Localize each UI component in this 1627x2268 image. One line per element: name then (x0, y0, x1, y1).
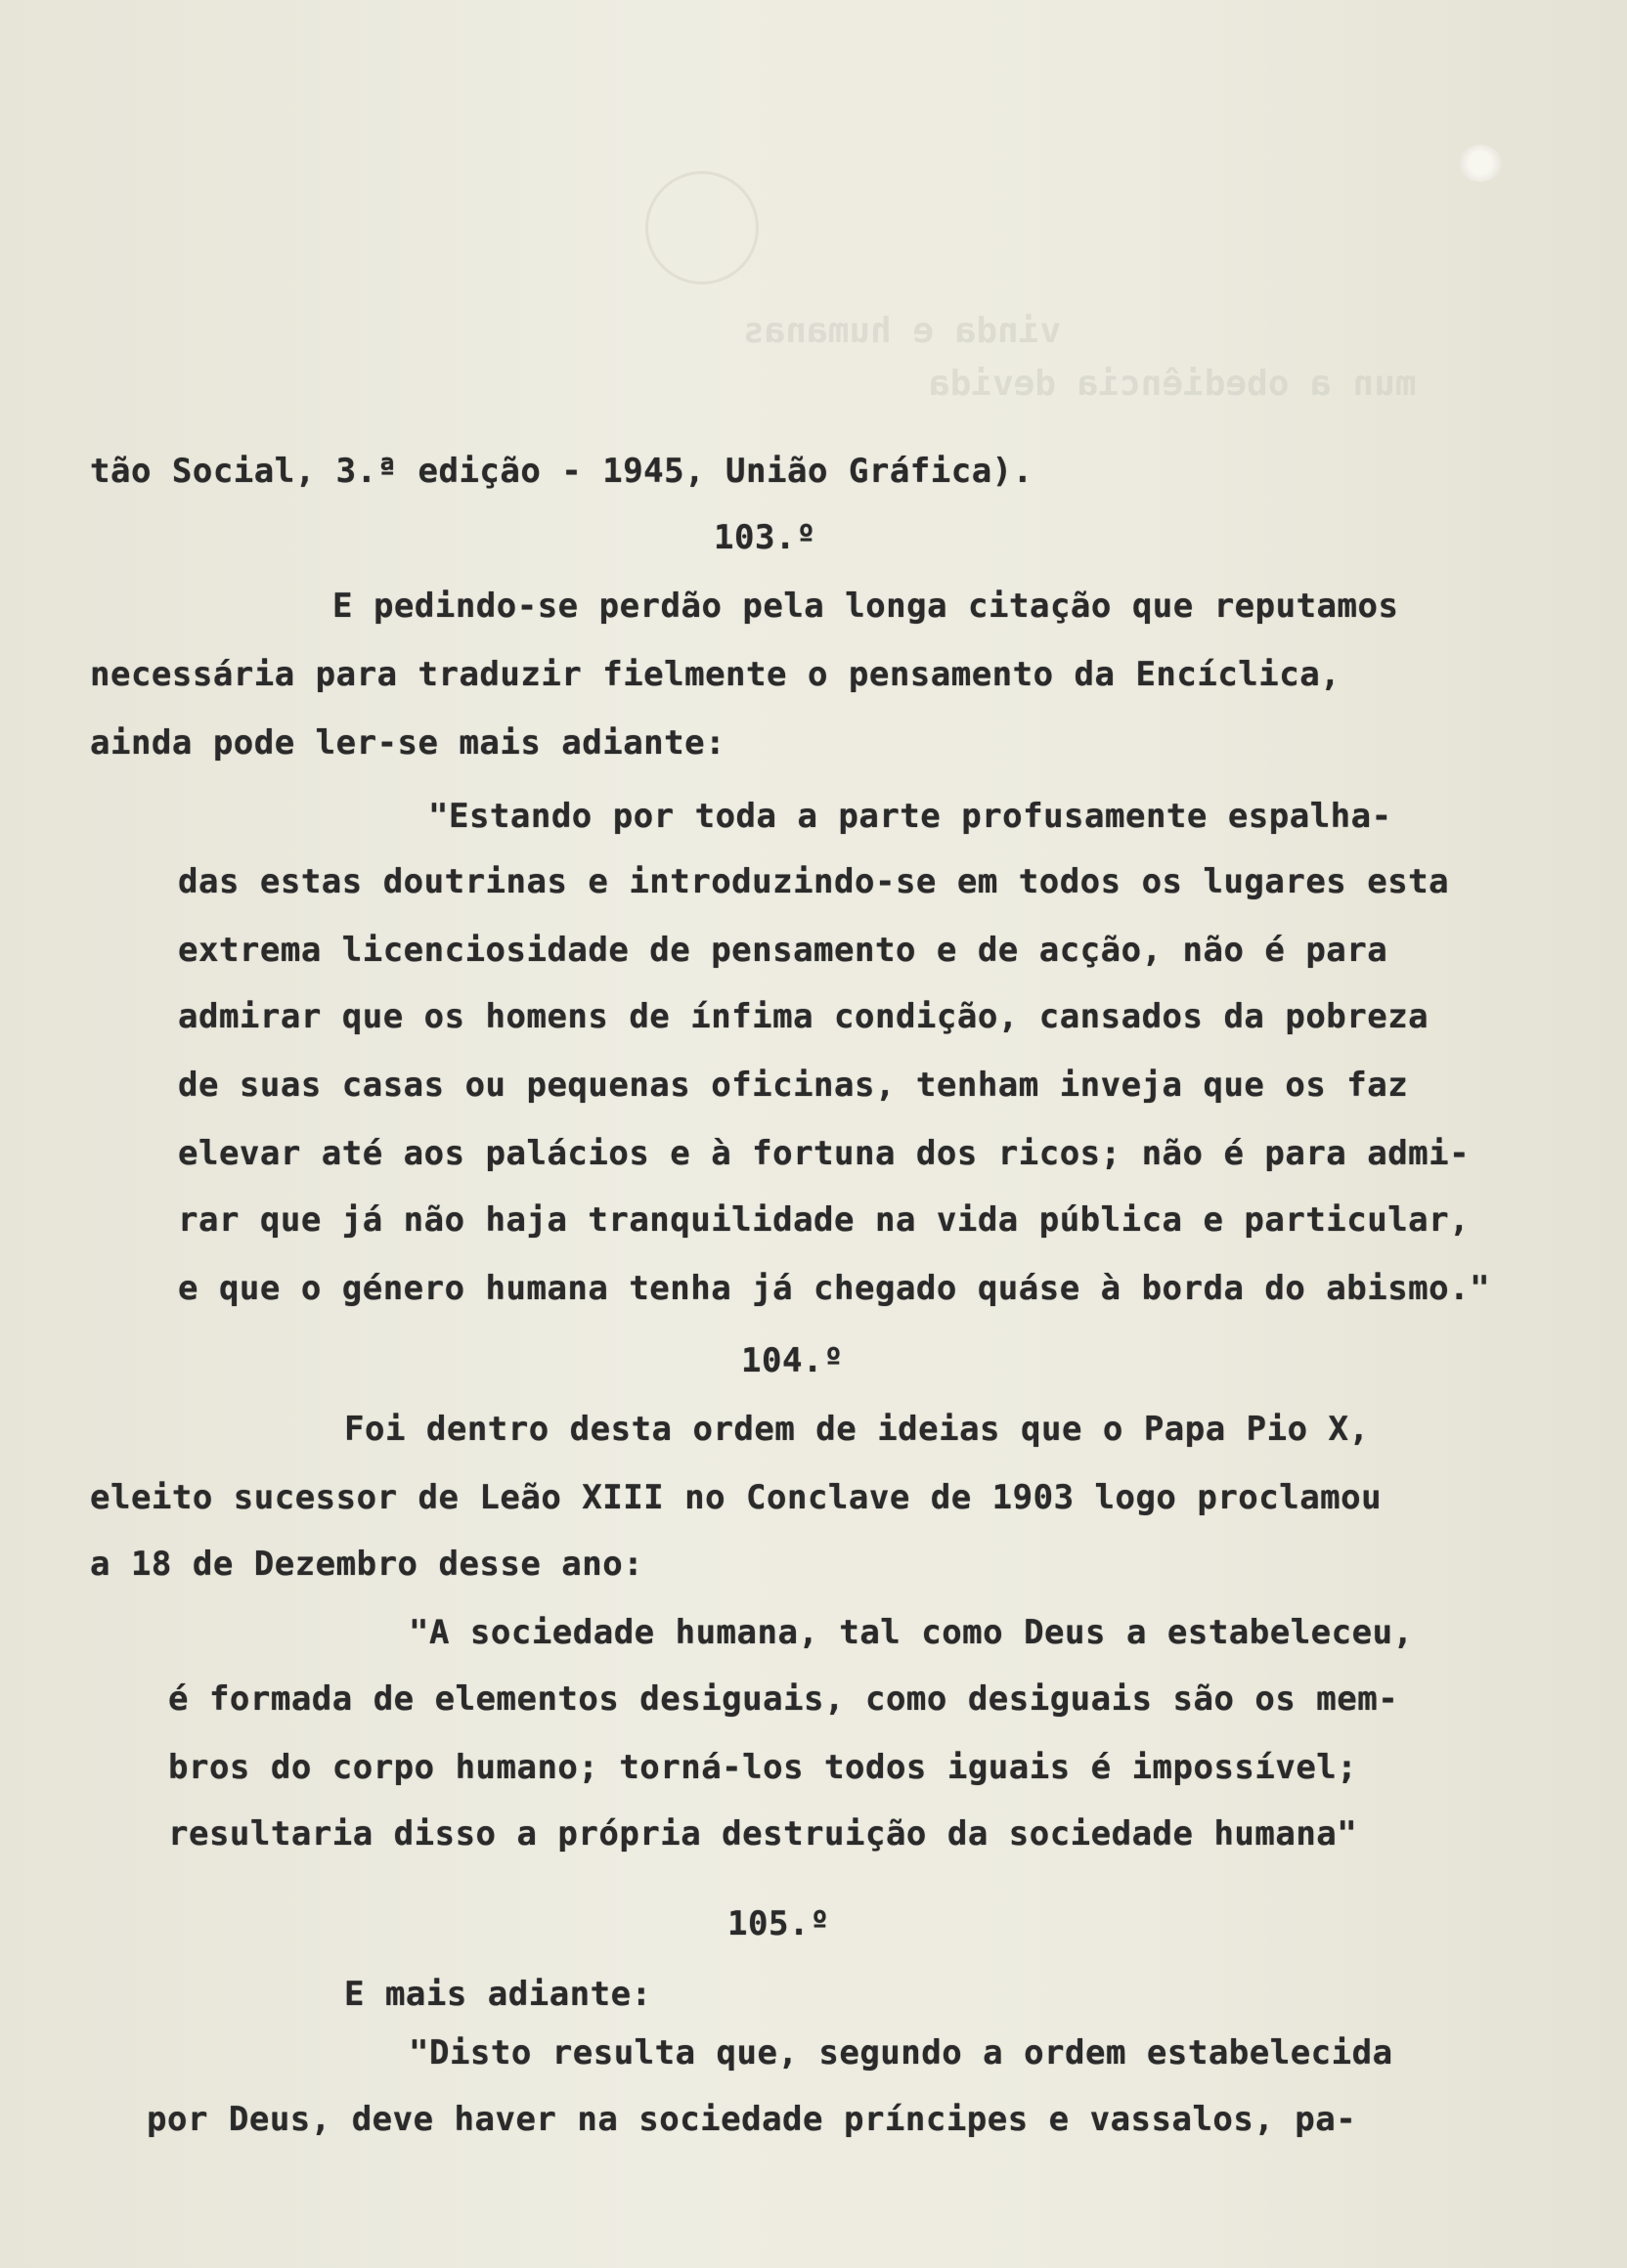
faint-stamp (645, 171, 759, 284)
quote-line: "Disto resulta que, segundo a ordem estabelecida (409, 2033, 1393, 2072)
quote-line: de suas casas ou pequenas oficinas, tenham inveja que os faz (178, 1066, 1409, 1105)
quote-line: é formada de elementos desiguais, como desiguais são os mem- (168, 1679, 1399, 1719)
quote-line: por Deus, deve haver na sociedade príncipes e vassalos, pa- (147, 2100, 1357, 2139)
quote-line: das estas doutrinas e introduzindo-se em todos os lugares esta (178, 862, 1450, 901)
quote-line: "Estando por toda a parte profusamente espalha- (428, 797, 1392, 836)
quote-line: extrema licenciosidade de pensamento e de acção, não é para (178, 931, 1388, 970)
punch-hole (1459, 145, 1502, 182)
paragraph-number: 104.º (741, 1341, 844, 1380)
quote-line: "A sociedade humana, tal como Deus a estabeleceu, (409, 1613, 1414, 1652)
quote-line: resultaria disso a própria destruição da sociedade humana" (168, 1814, 1358, 1854)
text-line: E pedindo-se perdão pela longa citação que reputamos (332, 587, 1399, 626)
show-through-text: vinda e humanas (743, 311, 1062, 351)
show-through-text: mun a obediência devida (929, 364, 1417, 404)
quote-line: rar que já não haja tranquilidade na vida pública e particular, (178, 1200, 1471, 1240)
quote-line: elevar até aos palácios e à fortuna dos ricos; não é para admi- (178, 1134, 1471, 1173)
text-line: a 18 de Dezembro desse ano: (90, 1545, 644, 1584)
text-line: E mais adiante: (344, 1975, 652, 2014)
text-line: Foi dentro desta ordem de ideias que o Papa Pio X, (344, 1410, 1370, 1449)
quote-line: e que o género humana tenha já chegado quáse à borda do abismo." (178, 1269, 1491, 1308)
paragraph-number: 105.º (727, 1904, 830, 1943)
quote-line: bros do corpo humano; torná-los todos iguais é impossível; (168, 1748, 1358, 1787)
text-line: ainda pode ler-se mais adiante: (90, 723, 726, 763)
quote-line: admirar que os homens de ínfima condição, cansados da pobreza (178, 997, 1429, 1036)
text-line: tão Social, 3.ª edição - 1945, União Gráfica). (90, 452, 1033, 491)
text-line: necessária para traduzir fielmente o pensamento da Encíclica, (90, 655, 1341, 694)
text-line: eleito sucessor de Leão XIII no Conclave de 1903 logo proclamou (90, 1478, 1383, 1517)
paragraph-number: 103.º (714, 518, 816, 557)
